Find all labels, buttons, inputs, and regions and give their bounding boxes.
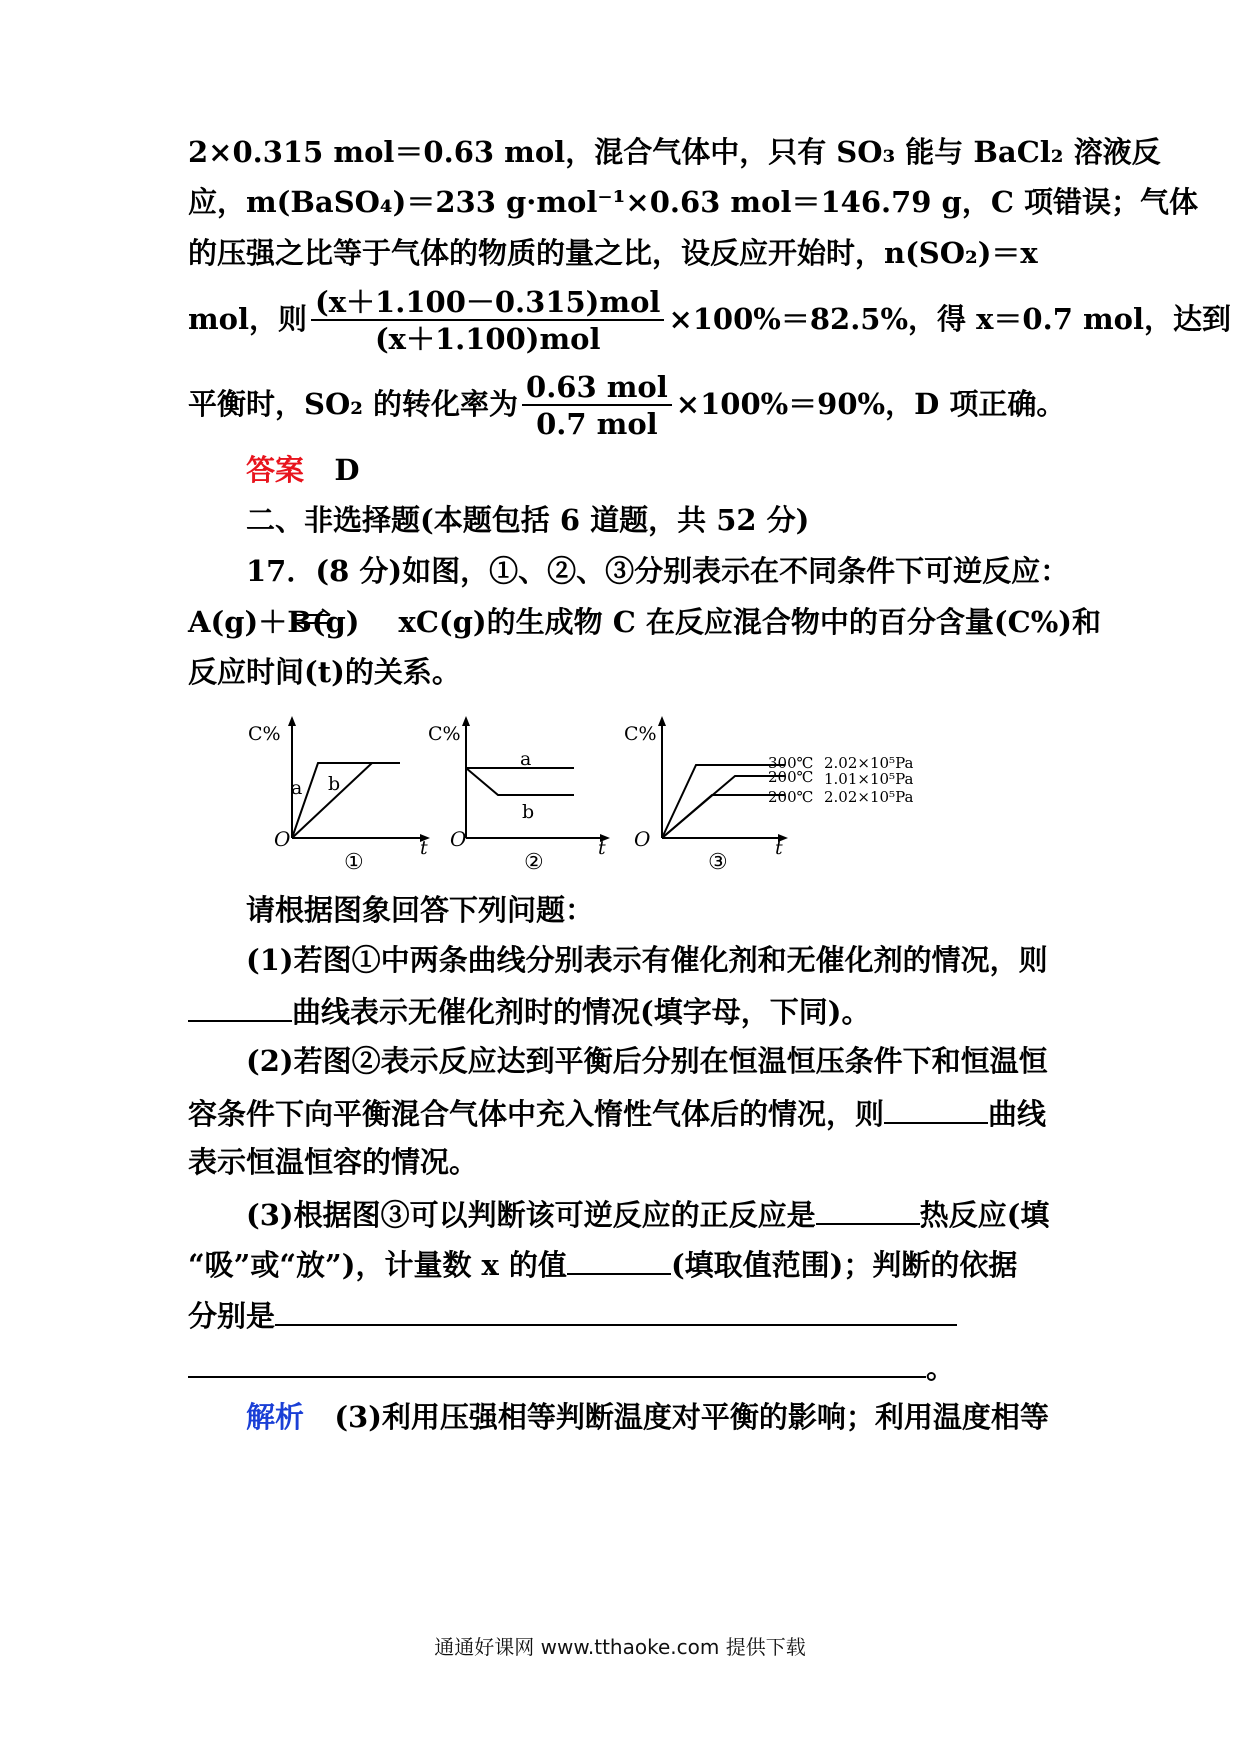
- text-line: 应，m(BaSO₄)＝233 g·mol⁻¹×0.63 mol＝146.79 g，C 项错误；气体: [188, 185, 1199, 219]
- fraction-line-2: [188, 368, 1066, 442]
- answer-line: [246, 450, 1058, 490]
- page-footer: 通通好课网 www.tthaoke.com 提供下载: [434, 1635, 806, 1659]
- subquestion-line: (2)若图②表示反应达到平衡后分别在恒温恒压条件下和恒温恒: [246, 1044, 1048, 1078]
- text-fragment: 容条件下向平衡混合气体中充入惰性气体后的情况，则: [188, 1097, 885, 1131]
- prompt-line: 请根据图象回答下列问题：: [246, 893, 595, 927]
- curve-200C-1.01e5Pa: [662, 776, 785, 838]
- fraction-line-1: [188, 283, 1232, 357]
- curve-b: [466, 768, 574, 795]
- answer-blank[interactable]: [884, 1092, 988, 1124]
- origin-label: O: [634, 827, 651, 851]
- x-axis-label: t: [775, 837, 783, 859]
- origin-label: O: [450, 827, 467, 851]
- figure-1: [240, 710, 440, 880]
- subquestion-line: [188, 1294, 1058, 1336]
- curve-label-b: b: [522, 801, 535, 823]
- fraction-denominator: 0.7 mol: [536, 407, 658, 441]
- text-line: 2×0.315 mol＝0.63 mol，混合气体中，只有 SO₃ 能与 BaCl₂ 溶液反: [188, 135, 1161, 169]
- legend-temp: 300℃: [768, 754, 814, 772]
- subquestion-line: [188, 1092, 1058, 1134]
- figure-label: ③: [708, 850, 728, 875]
- text-fragment: 分别是: [188, 1299, 276, 1333]
- answer-value: D: [334, 453, 360, 487]
- analysis-label: 解析: [246, 1400, 305, 1434]
- figure-3: [624, 710, 1040, 880]
- subquestion-line: (1)若图①中两条曲线分别表示有催化剂和无催化剂的情况，则: [246, 943, 1048, 977]
- origin-label: O: [274, 827, 291, 851]
- subquestion-line: [246, 1193, 1058, 1235]
- subquestion-line: [188, 1346, 1058, 1388]
- text-fragment: 曲线表示无催化剂时的情况(填字母，下同)。: [292, 995, 871, 1029]
- text-fragment: mol，则: [188, 302, 308, 336]
- section-heading: 二、非选择题(本题包括 6 道题，共 52 分): [246, 503, 810, 537]
- analysis-line: [246, 1397, 1058, 1437]
- legend-pressure: 2.02×10⁵Pa: [824, 788, 914, 806]
- y-axis-label: C%: [624, 723, 657, 745]
- text-fragment: “吸”或“放”)，计量数 x 的值: [188, 1248, 567, 1282]
- analysis-text: (3)利用压强相等判断温度对平衡的影响；利用温度相等: [334, 1400, 1049, 1434]
- text-fragment: 。: [926, 1351, 956, 1385]
- answer-blank[interactable]: [567, 1243, 671, 1275]
- y-axis-arrow-icon: [462, 716, 470, 726]
- curve-label-b: b: [328, 773, 341, 795]
- text-line: 的压强之比等于气体的物质的量之比，设反应开始时，n(SO₂)＝x: [188, 236, 1038, 270]
- legend-temp: 200℃: [768, 768, 814, 786]
- text-fragment: (填取值范围)；判断的依据: [670, 1248, 1018, 1282]
- text-fragment: ×100%＝82.5%，得 x＝0.7 mol，达到: [668, 302, 1232, 336]
- figure-2: [428, 710, 640, 880]
- subquestion-line: [188, 990, 1058, 1032]
- y-axis-arrow-icon: [658, 716, 666, 726]
- fraction: [311, 285, 664, 357]
- curve-a: [292, 763, 400, 838]
- answer-label: 答案: [246, 453, 305, 487]
- question-line: 17．(8 分)如图，①、②、③分别表示在不同条件下可逆反应：: [246, 554, 1070, 588]
- answer-blank[interactable]: [816, 1193, 920, 1225]
- legend-pressure: 2.02×10⁵Pa: [824, 754, 914, 772]
- answer-blank-long[interactable]: [275, 1294, 957, 1326]
- subquestion-line: [188, 1243, 1058, 1285]
- text-fragment: (3)根据图③可以判断该可逆反应的正反应是: [246, 1198, 816, 1232]
- legend-temp: 200℃: [768, 788, 814, 806]
- y-axis-label: C%: [248, 723, 281, 745]
- fraction-denominator: (x＋1.100)mol: [374, 322, 601, 356]
- curve-200C-2.02e5Pa: [662, 795, 785, 838]
- reversible-arrow-icon: [290, 604, 336, 634]
- text-fragment: ×100%＝90%，D 项正确。: [675, 387, 1066, 421]
- question-line: A(g)＋B(g) xC(g)的生成物 C 在反应混合物中的百分含量(C%)和: [188, 605, 1101, 639]
- legend-pressure: 1.01×10⁵Pa: [824, 770, 914, 788]
- x-axis-label: t: [420, 837, 428, 859]
- subquestion-line: 表示恒温恒容的情况。: [188, 1145, 479, 1179]
- fraction-numerator: (x＋1.100－0.315)mol: [311, 285, 664, 321]
- answer-blank-long[interactable]: [188, 1346, 926, 1378]
- y-axis-label: C%: [428, 723, 461, 745]
- fraction: [522, 370, 672, 442]
- question-line: 反应时间(t)的关系。: [188, 655, 461, 689]
- answer-blank[interactable]: [188, 990, 292, 1022]
- text-fragment: 曲线: [988, 1097, 1047, 1131]
- x-axis-label: t: [598, 837, 606, 859]
- figure-label: ②: [524, 850, 544, 875]
- text-fragment: 热反应(填: [919, 1198, 1050, 1232]
- curve-label-a: a: [520, 748, 532, 770]
- y-axis-arrow-icon: [288, 716, 296, 726]
- fraction-numerator: 0.63 mol: [522, 370, 672, 406]
- curve-label-a: a: [291, 777, 303, 799]
- figure-label: ①: [344, 850, 364, 875]
- text-fragment: 平衡时，SO₂ 的转化率为: [188, 387, 519, 421]
